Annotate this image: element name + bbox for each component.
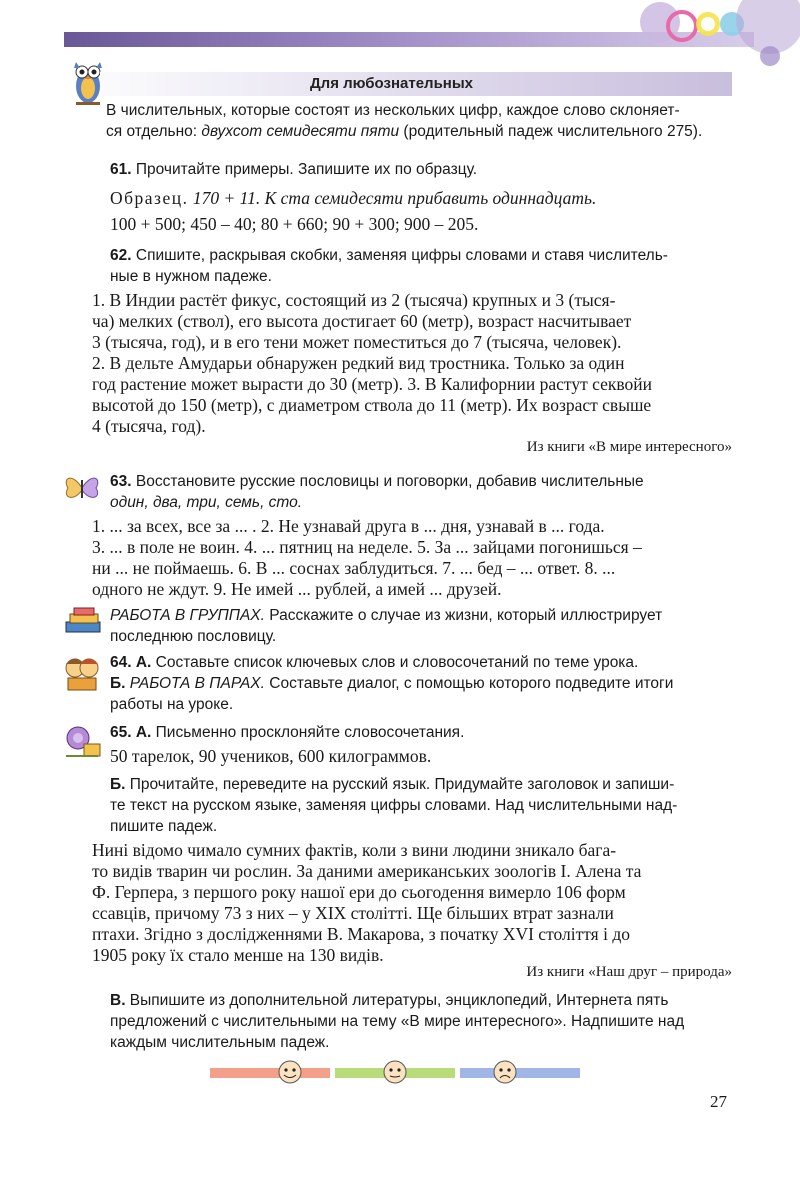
exercise-63-task: 63. Восстановите русские пословицы и поговорки, добавив числительные один, два, три, семь, сто. xyxy=(110,473,644,511)
exercise-63-text: 1. ... за всех, все за ... . 2. Не узнавай друга в ... дня, узнавай в ... года. 3. ... в поле не воин. 4. ... пятниц на неделе. 5. За ... зайцами погонишься – ни ... не поймаешь. 6. В ... соснах заблудиться. 7. ... бед – ... ответ. 8. ... одного не ждут. 9. Не имей ... рублей, а имей ... друзей. xyxy=(92,516,642,599)
group-work-task: РАБОТА В ГРУППАХ. Расскажите о случае из жизни, который иллюстрирует последнюю пословицу. xyxy=(110,607,663,645)
section-heading: Для любознательных xyxy=(310,75,474,92)
exercise-61-task: 61. Прочитайте примеры. Запишите их по образцу. xyxy=(110,161,478,178)
section-heading-band xyxy=(100,72,732,96)
exercise-62-source: Из книги «В мире интересного» xyxy=(526,439,732,455)
exercise-65-source: Из книги «Наш друг – природа» xyxy=(526,964,732,980)
neutral-face-icon xyxy=(384,1061,406,1083)
page-number: 27 xyxy=(710,1092,727,1111)
exercise-61-examples: 100 + 500; 450 – 40; 80 + 660; 90 + 300; 900 – 205. xyxy=(110,214,479,234)
exercise-62-task: 62. Спишите, раскрывая скобки, заменяя цифры словами и ставя числитель- ные в нужном падеже. xyxy=(110,247,668,285)
exercise-65-a-task: 65. А. Письменно просклоняйте словосочетания. xyxy=(110,724,465,741)
footer-faces-decoration xyxy=(210,1060,580,1084)
snail-writing-icon xyxy=(62,722,102,758)
exercise-65-ukrainian-text: Нині відомо чимало сумних фактів, коли з вини людини зникало бага- то видів тварин чи рослин. За даними американських зоологів І. Алена та Ф. Герпера, з першого року нашої ери до сьогодення вимерло 106 форм ссавців, причому 73 з них – у XIX столітті. Ще більших втрат зазнали птахи. Згідно з дослідженнями В. Макарова, з початку XVI століття і до 1905 року їх стало менше на 130 видів. xyxy=(92,840,642,965)
exercise-65-b-task: Б. Прочитайте, переведите на русский язык. Придумайте заголовок и запиши- те текст на русском языке, заменяя цифры словами. Над числительными над- пишите падеж. xyxy=(110,776,678,835)
exercise-65-phrases: 50 тарелок, 90 учеников, 600 килограммов. xyxy=(110,746,432,766)
butterfly-icon xyxy=(62,472,102,504)
exercise-64: 64. А. Составьте список ключевых слов и словосочетаний по теме урока. Б. РАБОТА В ПАРАХ. Составьте диалог, с помощью которого подведите итоги работы на уроке. xyxy=(110,654,674,713)
exercise-62-text: 1. В Индии растёт фикус, состоящий из 2 (тысяча) крупных и 3 (тыся- ча) мелких (ствол), его высота достигает 60 (метр), возраст насчитывает 3 (тысяча, год), и в его тени может поместиться до 7 (тысяча, человек). 2. В дельте Амударьи обнаружен редкий вид тростника. Только за один год растение может вырасти до 30 (метр). 3. В Калифорнии растут секвойи высотой до 150 (метр), с диаметром ствола до 11 (метр). Их возраст свыше 4 (тысяча, год). xyxy=(92,290,652,436)
happy-face-icon xyxy=(279,1061,301,1083)
decorative-circles-icon xyxy=(620,0,800,70)
sad-face-icon xyxy=(494,1061,516,1083)
intro-paragraph: В числительных, которые состоят из нескольких цифр, каждое слово склоняет- ся отдельно: двухсот семидесяти пяти (родительный падеж числительного 275). xyxy=(106,102,703,140)
children-icon xyxy=(62,652,102,692)
books-icon xyxy=(62,606,104,634)
exercise-61-sample: Образец. 170 + 11. К ста семидесяти прибавить одиннадцать. xyxy=(110,188,597,208)
exercise-65-v-task: В. Выпишите из дополнительной литературы, энциклопедий, Интернета пять предложений с числительными на тему «В мире интересного». Надпишите над каждым числительным падеж. xyxy=(110,992,685,1051)
